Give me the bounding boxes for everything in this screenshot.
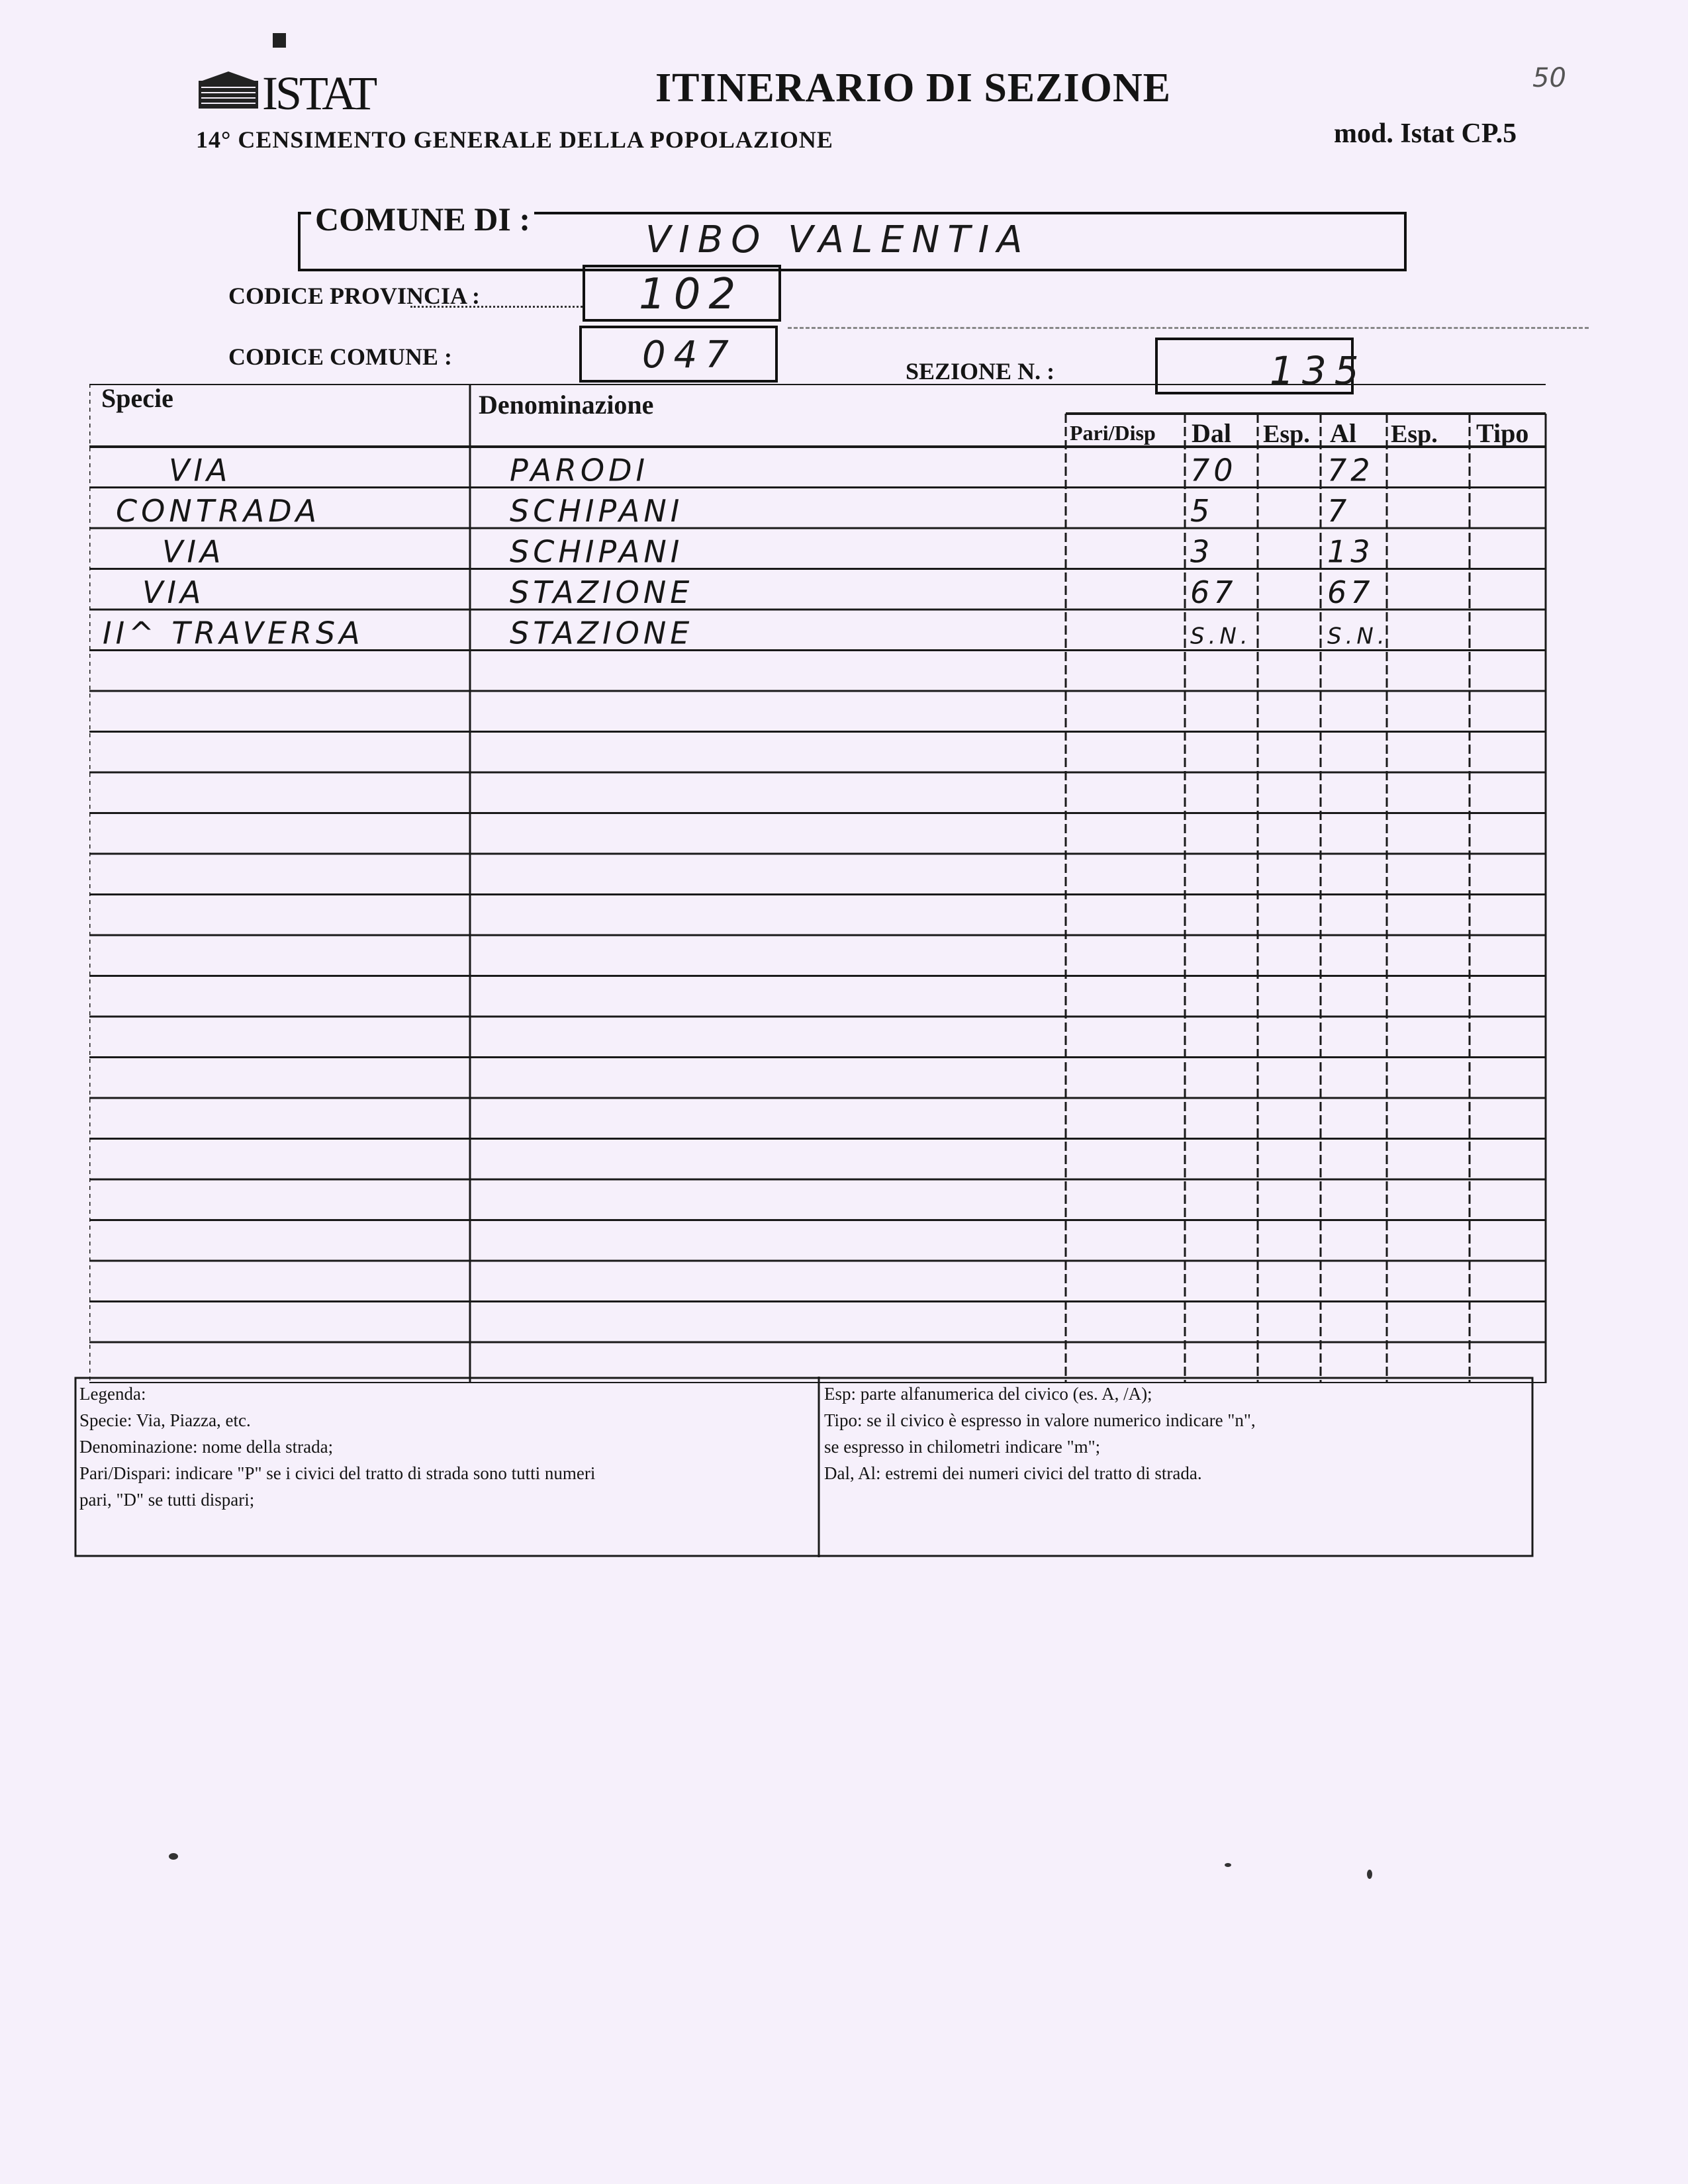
legend-line: se espresso in chilometri indicare "m"; bbox=[824, 1437, 1101, 1457]
header-al: Al bbox=[1330, 418, 1356, 448]
cell-denominazione[interactable]: STAZIONE bbox=[510, 574, 694, 610]
legend-line: Tipo: se il civico è espresso in valore numerico indicare "n", bbox=[824, 1410, 1256, 1430]
legend-left bbox=[79, 1381, 595, 1513]
logo-dot-icon bbox=[273, 33, 286, 48]
legend-line: pari, "D" se tutti dispari; bbox=[79, 1490, 255, 1510]
sezione-label: SEZIONE N. : bbox=[906, 358, 1055, 385]
header-dal: Dal bbox=[1192, 418, 1231, 448]
cell-al[interactable]: S.N. bbox=[1327, 623, 1389, 650]
cell-al[interactable]: 72 bbox=[1327, 452, 1374, 488]
comune-field[interactable]: VIBO VALENTIA bbox=[645, 218, 1031, 261]
cell-al[interactable]: 13 bbox=[1327, 533, 1374, 570]
comune-label: COMUNE DI : bbox=[311, 200, 534, 238]
cell-dal[interactable]: S.N. bbox=[1190, 623, 1252, 650]
scan-speck bbox=[1367, 1870, 1372, 1879]
model-code: mod. Istat CP.5 bbox=[1334, 118, 1517, 149]
cell-dal[interactable]: 5 bbox=[1190, 493, 1214, 529]
legend-title: Legenda: bbox=[79, 1384, 146, 1404]
header-denominazione: Denominazione bbox=[479, 390, 654, 420]
cell-dal[interactable]: 3 bbox=[1190, 533, 1214, 570]
cell-denominazione[interactable]: SCHIPANI bbox=[510, 493, 684, 529]
scan-speck bbox=[1225, 1863, 1231, 1867]
cell-specie[interactable]: II^ TRAVERSA bbox=[103, 615, 364, 651]
legend-line: Denominazione: nome della strada; bbox=[79, 1437, 334, 1457]
header-pari-disp: Pari/Disp bbox=[1070, 421, 1156, 445]
dashed-divider bbox=[788, 327, 1589, 329]
cell-al[interactable]: 67 bbox=[1327, 574, 1374, 610]
itinerary-table bbox=[89, 384, 1566, 1383]
logo-text: ISTAT bbox=[262, 67, 375, 120]
cell-specie[interactable]: VIA bbox=[169, 452, 232, 488]
istat-logo bbox=[199, 58, 391, 120]
cell-dal[interactable]: 67 bbox=[1190, 574, 1237, 610]
legend-right bbox=[824, 1381, 1256, 1486]
istat-building-icon bbox=[199, 71, 258, 109]
header-esp: Esp. bbox=[1263, 420, 1310, 448]
comune-code-label: CODICE COMUNE : bbox=[228, 343, 452, 370]
legend bbox=[74, 1377, 1534, 1557]
scan-speck bbox=[169, 1853, 178, 1860]
form-subtitle: 14° CENSIMENTO GENERALE DELLA POPOLAZIONE bbox=[196, 126, 833, 153]
provincia-field[interactable]: 102 bbox=[639, 270, 744, 319]
cell-specie[interactable]: VIA bbox=[162, 533, 225, 570]
provincia-label: CODICE PROVINCIA : bbox=[228, 283, 481, 309]
cell-al[interactable]: 7 bbox=[1327, 493, 1351, 529]
corner-note: 50 bbox=[1532, 63, 1566, 93]
cell-specie[interactable]: CONTRADA bbox=[116, 493, 321, 529]
legend-line: Specie: Via, Piazza, etc. bbox=[79, 1410, 251, 1430]
legend-line: Esp: parte alfanumerica del civico (es. A, /A); bbox=[824, 1384, 1152, 1404]
legend-line: Dal, Al: estremi dei numeri civici del tratto di strada. bbox=[824, 1463, 1202, 1483]
cell-denominazione[interactable]: STAZIONE bbox=[510, 615, 694, 651]
header-tipo: Tipo bbox=[1476, 418, 1529, 448]
header-specie: Specie bbox=[101, 384, 173, 413]
form-title: ITINERARIO DI SEZIONE bbox=[655, 66, 1171, 111]
dotted-divider bbox=[410, 306, 583, 308]
legend-line: Pari/Dispari: indicare "P" se i civici del tratto di strada sono tutti numeri bbox=[79, 1463, 596, 1483]
cell-specie[interactable]: VIA bbox=[142, 574, 205, 610]
sezione-field[interactable]: 135 bbox=[1270, 348, 1367, 393]
cell-denominazione[interactable]: PARODI bbox=[510, 452, 649, 488]
cell-denominazione[interactable]: SCHIPANI bbox=[510, 533, 684, 570]
comune-code-field[interactable]: 047 bbox=[642, 334, 737, 377]
cell-dal[interactable]: 70 bbox=[1190, 452, 1237, 488]
header-esp: Esp. bbox=[1391, 420, 1438, 448]
